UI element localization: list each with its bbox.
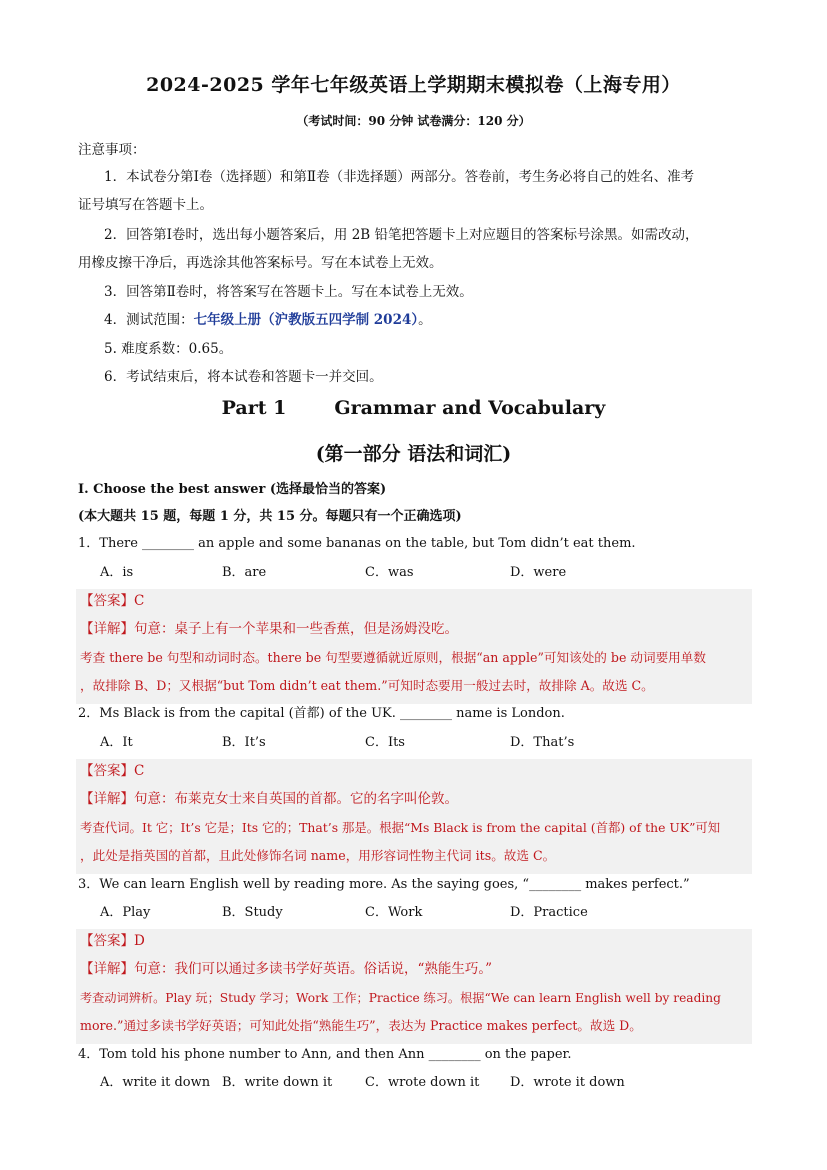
notice-item-4 (104, 310, 432, 330)
part-heading (0, 397, 827, 419)
answer-explanation-cont: ，此处是指英国的首都，且此处修饰名词 name，用形容词性物主代词 its。故选 C。 (80, 848, 556, 863)
notice-item-6: 6．考试结束后，将本试卷和答题卡一并交回。 (104, 369, 383, 385)
option-a: A．is (100, 565, 134, 580)
answer-detail: 【详解】句意：桌子上有一个苹果和一些香蕉，但是汤姆没吃。 (80, 621, 458, 637)
option-a: A．It (100, 735, 133, 750)
section-heading: I. Choose the best answer (选择最恰当的答案) (78, 482, 387, 497)
answer-explanation-cont: ，故排除 B、D；又根据“but Tom didn’t eat them.”可知时态要用一般过去时，故排除 A。故选 C。 (80, 678, 654, 693)
notice-item-2-cont: 用橡皮擦干净后，再选涂其他答案标号。写在本试卷上无效。 (78, 255, 443, 271)
answer-label: 【答案】C (80, 763, 145, 779)
answer-explanation: 考查代词。It 它；It’s 它是；Its 它的；That’s 那是。根据“Ms Black is from the capital (首都) of the UK”可知 (80, 820, 721, 835)
option-d: D．were (510, 565, 567, 580)
notice-item-1-cont: 证号填写在答题卡上。 (78, 197, 213, 213)
notice-item-3: 3．回答第Ⅱ卷时，将答案写在答题卡上。写在本试卷上无效。 (104, 284, 473, 300)
option-b: B．Study (222, 905, 283, 920)
question-1-stem: 1．There ________ an apple and some bananas on the table, but Tom didn’t eat them. (78, 536, 636, 551)
answer-box-2 (76, 759, 752, 874)
notice-heading: 注意事项： (78, 142, 146, 158)
question-3-stem: 3．We can learn English well by reading more. As the saying goes, “________ makes perfect.” (78, 877, 690, 892)
option-d: D．Practice (510, 905, 588, 920)
answer-label: 【答案】C (80, 593, 145, 609)
exam-info: （考试时间：90 分钟 试卷满分：120 分） (296, 114, 531, 128)
option-b: B．It’s (222, 735, 266, 750)
answer-detail: 【详解】句意：布莱克女士来自英国的首都。它的名字叫伦敦。 (80, 791, 458, 807)
part-label: Part 1 (221, 397, 287, 419)
option-c: C．Work (365, 905, 423, 920)
answer-detail: 【详解】句意：我们可以通过多读书学好英语。俗话说，“熟能生巧。” (80, 961, 493, 977)
notice-item-2: 2．回答第Ⅰ卷时，选出每小题答案后，用 2B 铅笔把答题卡上对应题目的答案标号涂黑。如需改动， (104, 227, 699, 243)
notice-item-1: 1．本试卷分第Ⅰ卷（选择题）和第Ⅱ卷（非选择题）两部分。答卷前，考生务必将自己的姓名、准考 (104, 169, 695, 185)
answer-explanation: 考查动词辨析。Play 玩；Study 学习；Work 工作；Practice 练习。根据“We can learn English well by reading (80, 991, 721, 1005)
part-name: Grammar and Vocabulary (334, 397, 606, 419)
option-d: D．wrote it down (510, 1075, 625, 1090)
notice-item-4-prefix: 4．测试范围： (104, 312, 194, 328)
option-a: A．write it down (100, 1075, 211, 1090)
question-4-stem: 4．Tom told his phone number to Ann, and then Ann ________ on the paper. (78, 1047, 572, 1062)
option-c: C．wrote down it (365, 1075, 480, 1090)
part-heading-cn: (第一部分 语法和词汇) (315, 443, 512, 465)
answer-explanation-cont: more.”通过多读书学好英语；可知此处指“熟能生巧”，表达为 Practice makes perfect。故选 D。 (80, 1018, 642, 1033)
option-d: D．That’s (510, 735, 575, 750)
option-c: C．was (365, 565, 414, 580)
answer-box-1 (76, 589, 752, 704)
option-b: B．write down it (222, 1075, 333, 1090)
option-a: A．Play (100, 905, 151, 920)
answer-label: 【答案】D (80, 933, 145, 949)
section-note: (本大题共 15 题，每题 1 分，共 15 分。每题只有一个正确选项) (78, 509, 462, 524)
notice-item-4-suffix: 。 (418, 312, 432, 328)
page-title: 2024-2025 学年七年级英语上学期期末模拟卷（上海专用） (146, 74, 681, 96)
test-scope: 七年级上册（沪教版五四学制 2024） (193, 312, 419, 328)
answer-explanation: 考查 there be 句型和动词时态。there be 句型要遵循就近原则，根据“an apple”可知该处的 be 动词要用单数 (80, 650, 706, 665)
option-c: C．Its (365, 735, 405, 750)
question-2-stem: 2．Ms Black is from the capital (首都) of the UK. ________ name is London. (78, 706, 565, 721)
option-b: B．are (222, 565, 267, 580)
answer-box-3 (76, 929, 752, 1044)
notice-item-5: 5. 难度系数：0.65。 (104, 341, 233, 357)
